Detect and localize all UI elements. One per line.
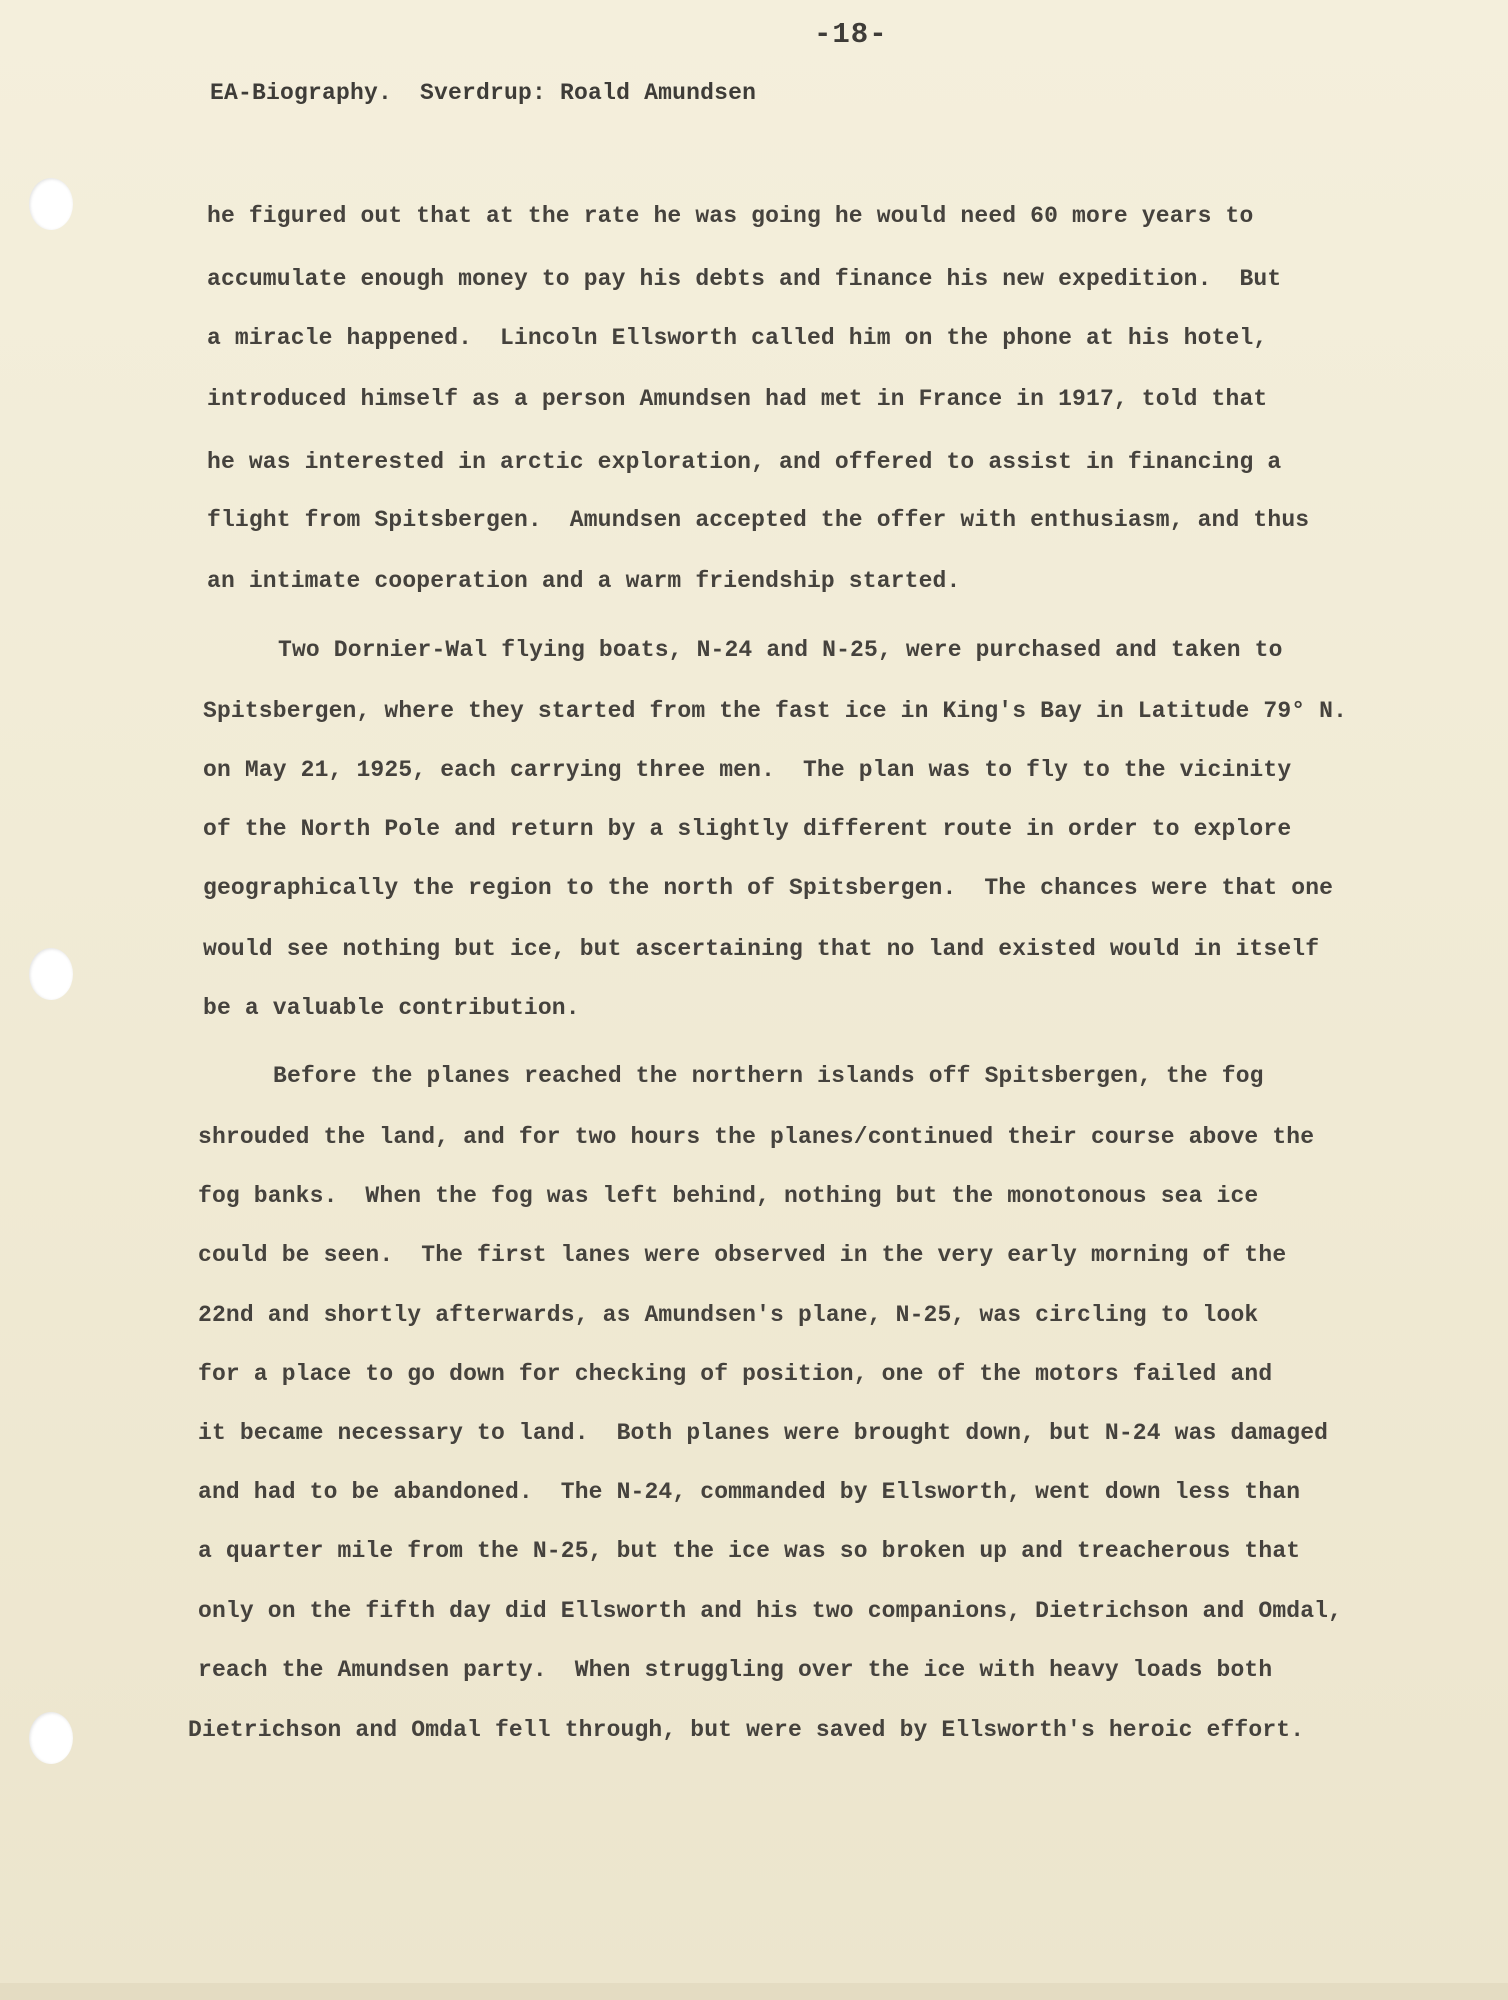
text-line: an intimate cooperation and a warm friendship started. (207, 568, 961, 594)
punch-hole (29, 178, 73, 230)
page-bottom-edge (0, 1983, 1508, 2000)
text-line: of the North Pole and return by a slightly different route in order to explore (203, 816, 1292, 842)
text-line: Dietrichson and Omdal fell through, but were saved by Ellsworth's heroic effort. (188, 1717, 1305, 1743)
text-line: for a place to go down for checking of position, one of the motors failed and (198, 1361, 1273, 1387)
text-line: could be seen. The first lanes were observed in the very early morning of the (198, 1242, 1287, 1268)
punch-hole (29, 948, 73, 1000)
text-line: a quarter mile from the N-25, but the ice was so broken up and treacherous that (198, 1538, 1301, 1564)
text-line: on May 21, 1925, each carrying three men. The plan was to fly to the vicinity (203, 757, 1292, 783)
text-line: Two Dornier-Wal flying boats, N-24 and N-25, were purchased and taken to (278, 637, 1283, 663)
text-line: he figured out that at the rate he was going he would need 60 more years to (207, 203, 1254, 229)
text-line: it became necessary to land. Both planes were brought down, but N-24 was damaged (198, 1420, 1329, 1446)
text-line: geographically the region to the north of Spitsbergen. The chances were that one (203, 875, 1334, 901)
text-line: Spitsbergen, where they started from the fast ice in King's Bay in Latitude 79° N. (203, 698, 1348, 724)
page-number: -18- (814, 18, 888, 51)
text-line: only on the fifth day did Ellsworth and his two companions, Dietrichson and Omdal, (198, 1598, 1343, 1624)
text-line: reach the Amundsen party. When struggling over the ice with heavy loads both (198, 1657, 1273, 1683)
text-line: would see nothing but ice, but ascertaining that no land existed would in itself (203, 936, 1320, 962)
text-line: and had to be abandoned. The N-24, commanded by Ellsworth, went down less than (198, 1479, 1301, 1505)
text-line: shrouded the land, and for two hours the planes/continued their course above the (198, 1124, 1315, 1150)
running-header: EA-Biography. Sverdrup: Roald Amundsen (210, 80, 757, 106)
text-line: a miracle happened. Lincoln Ellsworth called him on the phone at his hotel, (207, 325, 1268, 351)
punch-hole (29, 1712, 73, 1764)
text-line: accumulate enough money to pay his debts and finance his new expedition. But (207, 266, 1282, 292)
text-line: 22nd and shortly afterwards, as Amundsen's plane, N-25, was circling to look (198, 1302, 1259, 1328)
text-line: flight from Spitsbergen. Amundsen accepted the offer with enthusiasm, and thus (207, 507, 1310, 533)
text-line: he was interested in arctic exploration, and offered to assist in financing a (207, 449, 1282, 475)
text-line: be a valuable contribution. (203, 995, 580, 1021)
text-line: introduced himself as a person Amundsen had met in France in 1917, told that (207, 386, 1268, 412)
text-line: Before the planes reached the northern islands off Spitsbergen, the fog (273, 1063, 1264, 1089)
text-line: fog banks. When the fog was left behind, nothing but the monotonous sea ice (198, 1183, 1259, 1209)
